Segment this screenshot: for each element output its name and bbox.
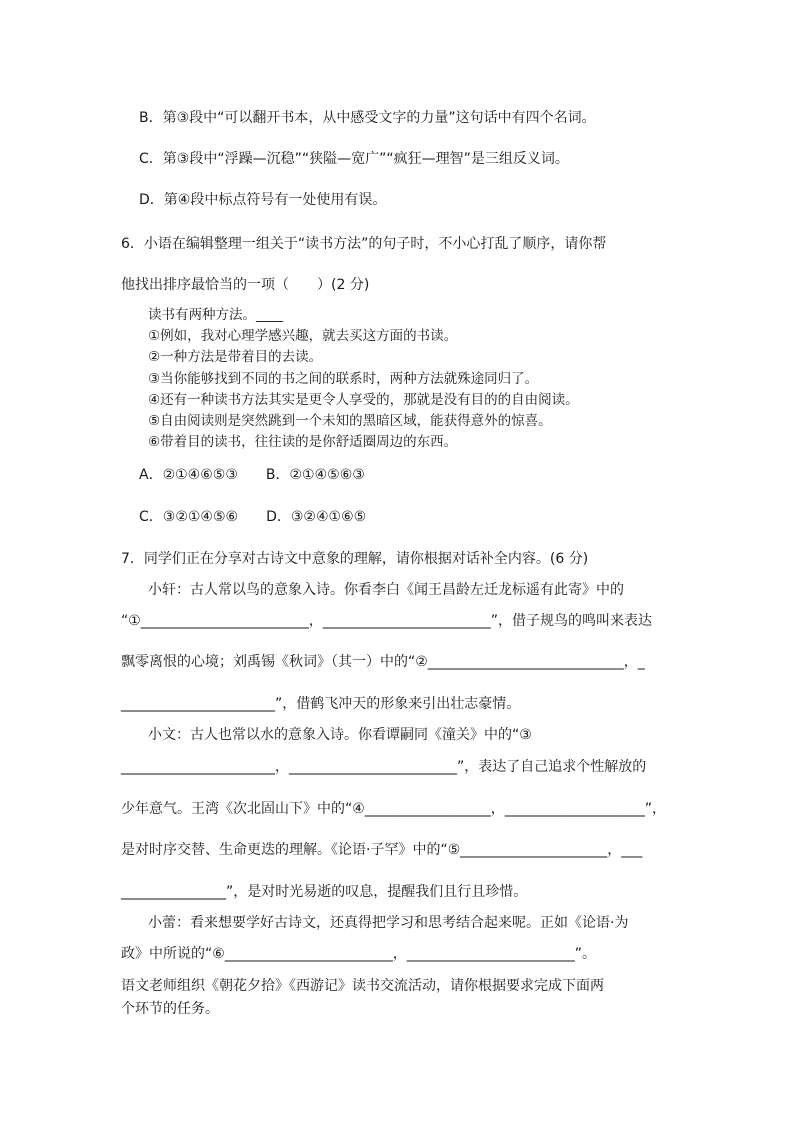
q5-option-c: C．第③段中“浮躁—沉稳”“狭隘—宽广”“疯狂—理智”是三组反义词。 [139,151,569,167]
q7-para2-line4: 是对时序交替、生命更迭的理解。《论语·子罕》中的“⑤_____________________，___ [121,842,643,858]
q6-sentence-2: ②一种方法是带着目的去读。 [148,349,323,365]
q6-sentence-3: ③当你能够找到不同的书之间的联系时，两种方法就殊途同归了。 [148,371,539,387]
q6-sentence-6: ⑥带着目的读书，往往读的是你舒适圈周边的东西。 [148,434,458,450]
q6-sentence-1: ①例如，我对心理学感兴趣，就去买这方面的书读。 [148,328,458,344]
q7-para1-line1: 小轩：古人常以鸟的意象入诗。你看李白《闻王昌龄左迁龙标遥有此寄》中的 [148,582,624,598]
q7-para3-line1: 小蕾：看来想要学好古诗文，还真得把学习和思考结合起来呢。正如《论语·为 [148,915,629,931]
q7-stem: 7．同学们正在分享对古诗文中意象的理解，请你根据对话补全内容。(6 分) [121,551,589,567]
q5-option-b: B．第③段中“可以翻开书本，从中感受文字的力量”这句话中有四个名词。 [139,110,596,126]
q7-para1-line2: “①________________________，________________________”，借子规鸟的鸣叫来表达 [121,613,653,629]
q6-options-ab: A．②①④⑥⑤③ B．②①④⑤⑥③ [139,467,365,483]
activity-intro-line2: 个环节的任务。 [121,1001,219,1017]
q7-para2-line2: ______________________，________________________”，表达了自己追求个性解放的 [121,759,647,775]
q7-para3-line2: 政》中所说的“⑥________________________，________________________”。 [121,946,597,962]
q7-para1-line3: 飘零离恨的心境；刘禹锡《秋词》（其一）中的“②____________________________，_ [121,654,645,670]
q6-stem-line2: 他找出排序最恰当的一项（ ）(2 分) [121,277,370,293]
q7-para1-line4: ______________________”，借鹤飞冲天的形象来引出壮志豪情。 [121,696,521,712]
q6-sentence-5: ⑤自由阅读则是突然跳到一个未知的黑暗区域，能获得意外的惊喜。 [148,413,552,429]
q7-para2-line1: 小文：古人也常以水的意象入诗。你看谭嗣同《潼关》中的“③ [148,727,532,743]
q6-stem-line1: 6．小语在编辑整理一组关于“读书方法”的句子时，不小心打乱了顺序，请你帮 [121,236,607,252]
activity-intro-line1: 语文老师组织《朝花夕拾》《西游记》读书交流活动，请你根据要求完成下面两 [121,978,604,994]
q7-para2-line5: _______________”，是对时光易逝的叹息，提醒我们且行且珍惜。 [121,884,528,900]
q6-lead-sentence: 读书有两种方法。____ [148,307,283,323]
q7-para2-line3: 少年意气。王湾《次北固山下》中的“④__________________，____________________”， [121,801,667,817]
q6-options-cd: C．③②①④⑤⑥ D．③②④①⑥⑤ [139,509,367,525]
q5-option-d: D．第④段中标点符号有一处使用有误。 [139,192,387,208]
q6-sentence-4: ④还有一种读书方法其实是更令人享受的，那就是没有目的的自由阅读。 [148,392,579,408]
